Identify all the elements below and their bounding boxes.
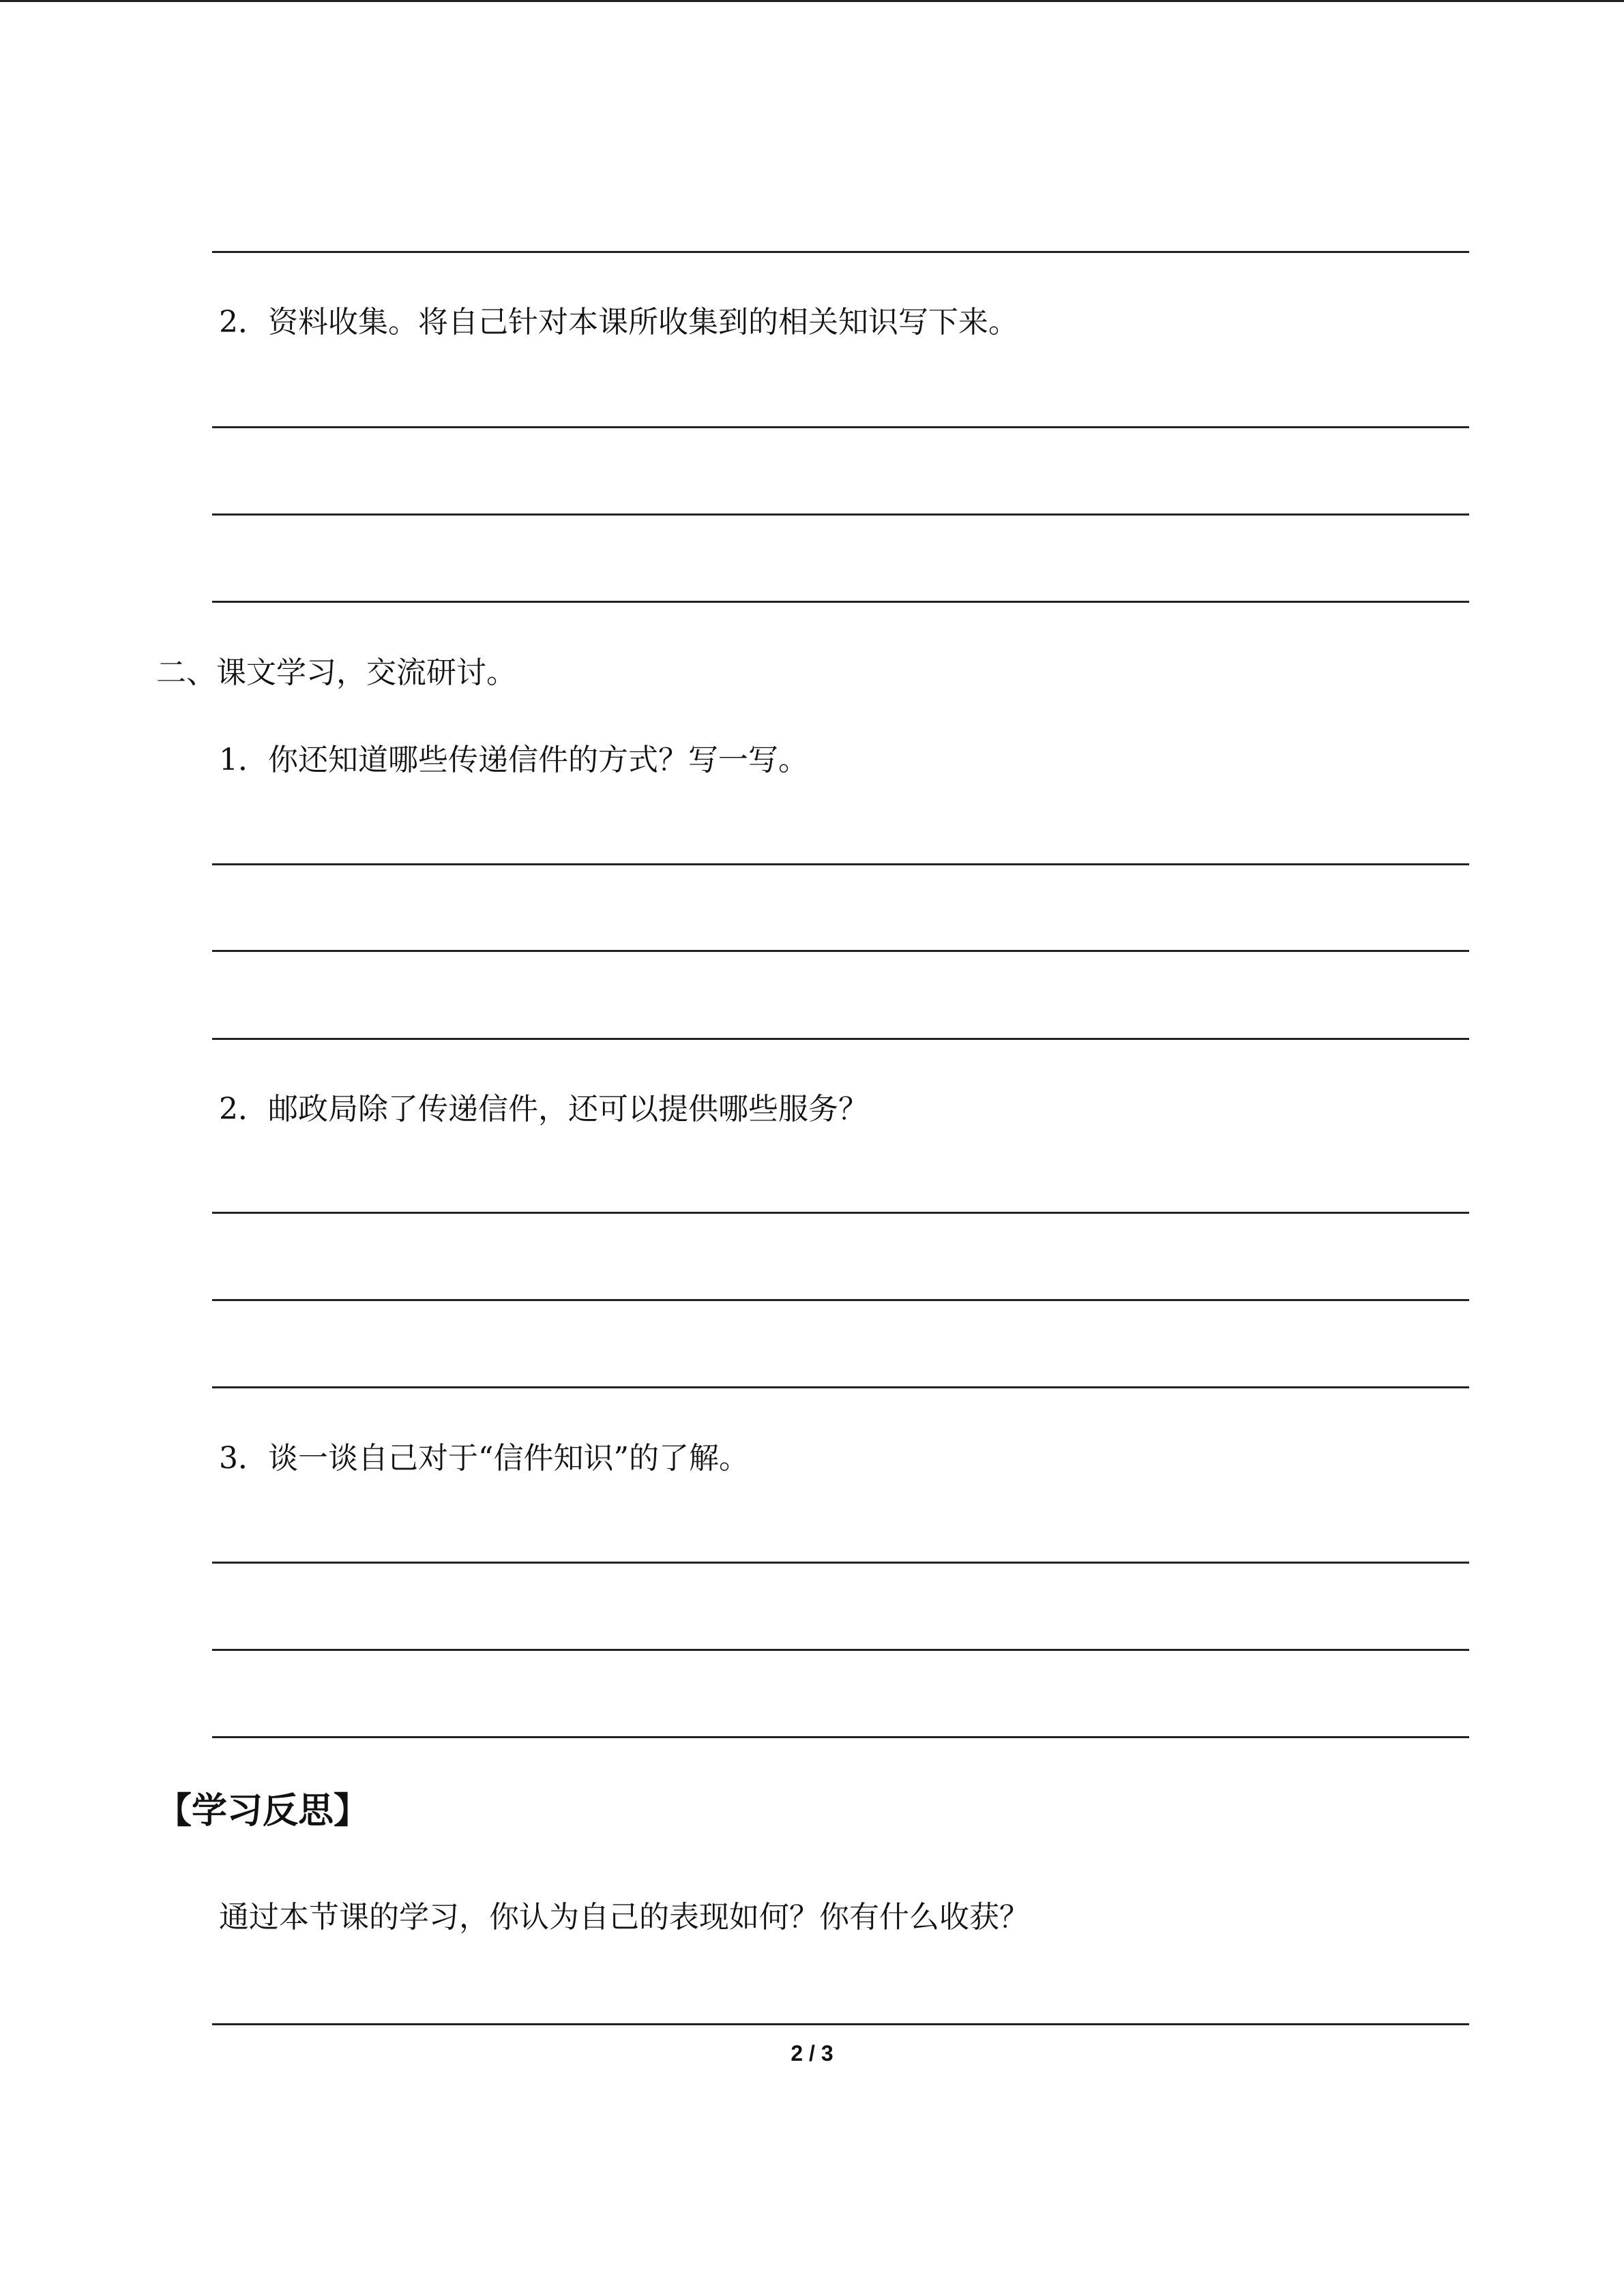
answer-line[interactable] [212, 1212, 1469, 1214]
answer-line[interactable] [212, 426, 1469, 428]
reflection-heading: 【学习反思】 [156, 1791, 370, 1832]
question-2: 2．邮政局除了传递信件，还可以提供哪些服务？ [219, 1092, 868, 1127]
question-1: 1．你还知道哪些传递信件的方式？写一写。 [219, 743, 808, 777]
answer-line[interactable] [212, 1649, 1469, 1651]
section-two-title: 二、课文学习，交流研讨。 [156, 655, 516, 690]
material-collection-item: 2．资料收集。将自己针对本课所收集到的相关知识写下来。 [219, 305, 1018, 340]
answer-line[interactable] [212, 950, 1469, 952]
answer-line[interactable] [212, 2023, 1469, 2025]
answer-line[interactable] [212, 1562, 1469, 1564]
answer-line[interactable] [212, 1299, 1469, 1301]
page-top-border [0, 0, 1624, 2]
answer-line[interactable] [212, 513, 1469, 516]
answer-line[interactable] [212, 1038, 1469, 1040]
page-number: 2 / 3 [791, 2041, 833, 2066]
question-3: 3．谈一谈自己对于“信件知识”的了解。 [219, 1441, 749, 1476]
reflection-prompt: 通过本节课的学习，你认为自己的表现如何？你有什么收获？ [219, 1900, 1029, 1935]
answer-line[interactable] [212, 1386, 1469, 1388]
answer-line[interactable] [212, 1736, 1469, 1738]
answer-line[interactable] [212, 863, 1469, 865]
answer-line[interactable] [212, 601, 1469, 603]
answer-line[interactable] [212, 251, 1469, 253]
